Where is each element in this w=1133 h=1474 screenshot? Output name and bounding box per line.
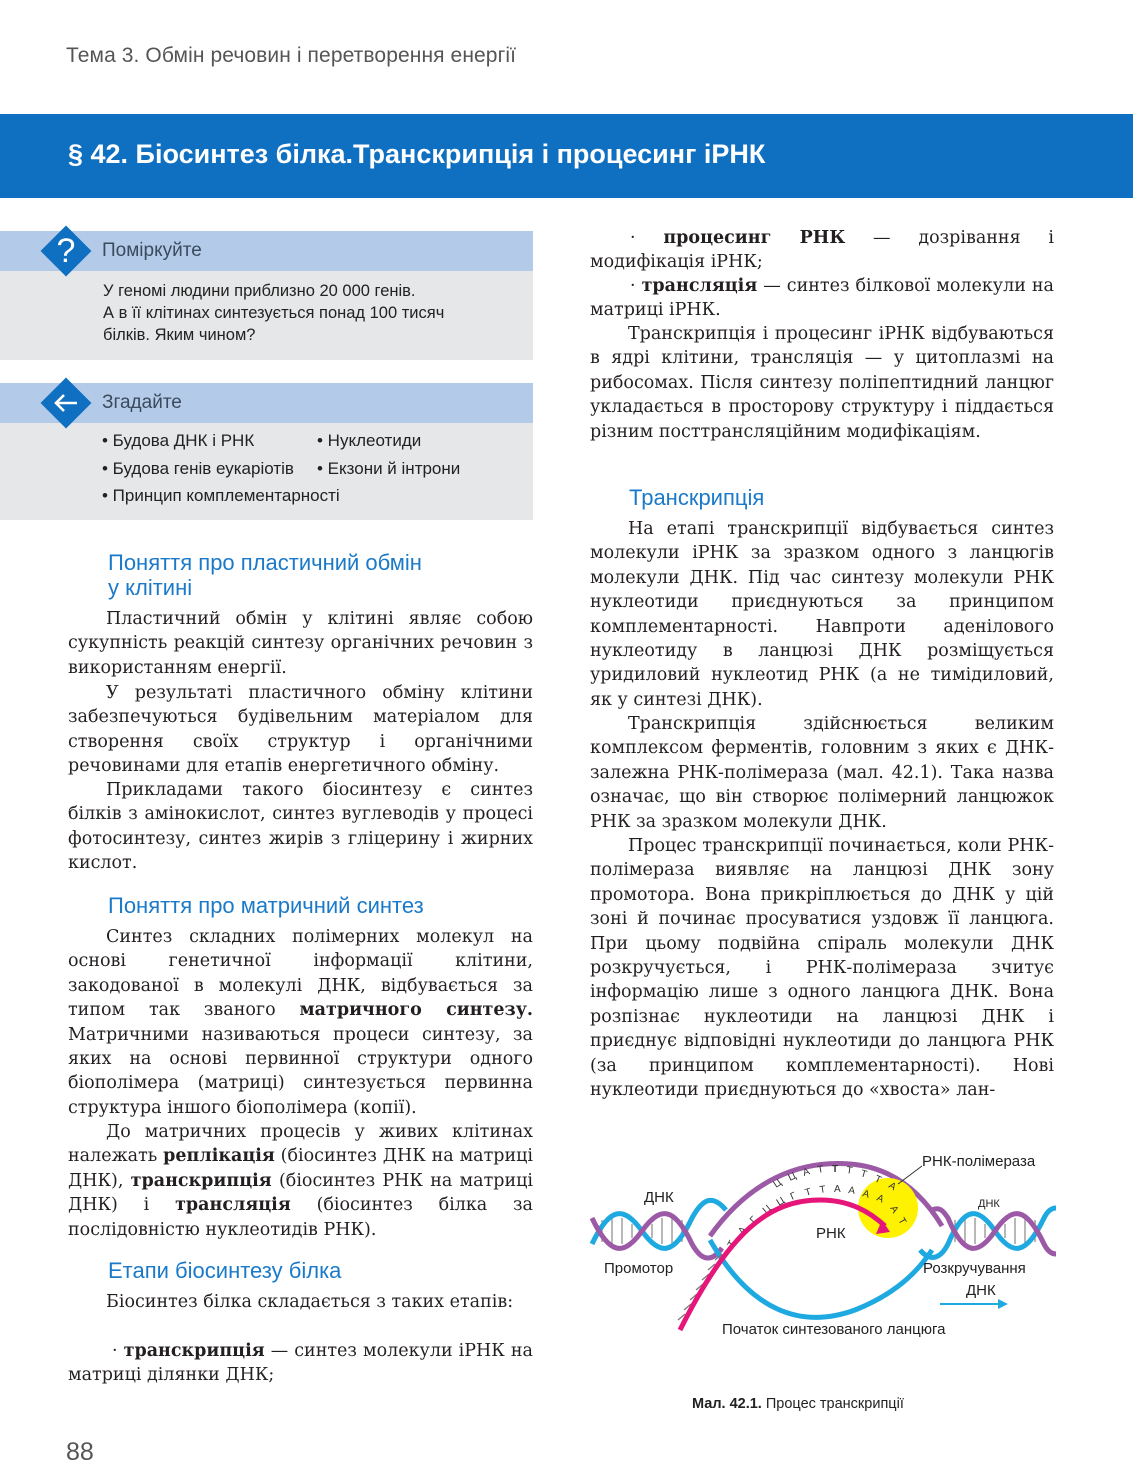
svg-text:Г: Г [748, 1214, 760, 1227]
paragraph: На етапі транскрипції відбувається синтез молекули іРНК за зразком одного з ланцюгів молекули ДНК. Під час синтезу молекули РНК нуклеотиди приєднуються за принципом комплементарності. Навпроти аденілового нуклеотиду в ланцюзі ДНК розміщується уридиловий нуклеотид РНК (а не тимідиловий, як у синтезі ДНК). [590, 519, 1054, 710]
svg-text:А: А [886, 1180, 898, 1194]
svg-text:Ц: Ц [760, 1203, 774, 1217]
paragraph: Транскрипція здійснюється великим комплексом ферментів, головним з яких є ДНК-залежна РНК-полімераза (мал. 42.1). Така назва означає, що він створює полімерний ланцюжок РНК за зразком молекули ДНК. [590, 714, 1054, 832]
section-heading [108, 550, 422, 600]
dna-helix-left [592, 1200, 726, 1258]
recall-box-header [0, 383, 533, 423]
bold-term: транскрипція [123, 1341, 265, 1361]
think-box [0, 231, 533, 360]
recall-item: • Принцип комплементарності [102, 486, 340, 505]
paragraph: · процесинг РНК — дозрівання і модифікація іРНК; [590, 228, 1055, 273]
svg-text:А: А [874, 1192, 886, 1206]
paragraph: Пластичний обмін у клітині являє собою сукупність реакцій синтезу органічних речовин з використанням енергії. [68, 609, 533, 678]
svg-text:А: А [861, 1188, 871, 1201]
svg-text:Т: Т [845, 1165, 854, 1177]
paragraph: Прикладами такого біосинтезу є синтез білків з амінокислот, синтез вуглеводів у процесі фотосинтезу, синтез жирів з гліцерину і жирних кислот. [68, 780, 533, 874]
page-number: 88 [66, 1438, 94, 1466]
svg-text:Т: Т [818, 1184, 827, 1196]
unwinding-arrow [940, 1299, 1008, 1309]
label-dna-right: ДНК [978, 1198, 1000, 1210]
svg-text:Т: Т [859, 1168, 869, 1181]
recall-item: • Нуклеотиди [317, 431, 422, 450]
svg-text:Т: Т [832, 1164, 839, 1175]
dna-template-strand [710, 1240, 932, 1317]
bold-term: трансляція [641, 276, 758, 296]
recall-box-label: Згадайте [102, 392, 182, 413]
recall-box [0, 383, 533, 520]
paragraph: У результаті пластичного обміну клітини забезпечуються будівельним матеріалом для створення своїх структур і органічними речовинами для етапів енергетичного обміну. [68, 683, 533, 777]
recall-item: • Будова генів еукаріотів [102, 459, 294, 478]
dna-helix-right [920, 1208, 1056, 1257]
topic-header: Тема 3. Обмін речовин і перетворення енергії [66, 44, 517, 67]
svg-text:А: А [834, 1184, 841, 1195]
transcription-diagram [580, 1140, 1060, 1380]
think-line: А в її клітинах синтезується понад 100 тисяч [103, 304, 445, 322]
heading-line: Поняття про пластичний обмін [108, 550, 422, 575]
bold-term: реплікація [163, 1146, 275, 1167]
bold-term: транскрипція [130, 1170, 272, 1191]
label-rna: РНК [816, 1225, 846, 1242]
svg-text:Т: Т [725, 1238, 739, 1250]
svg-text:Т: Т [895, 1216, 908, 1227]
label-dna-left: ДНК [644, 1189, 674, 1206]
label-polymerase: РНК-полімераза [922, 1153, 1036, 1170]
svg-text:А: А [887, 1204, 901, 1216]
paragraph: Синтез складних полімерних молекул на основі генетичної інформації клітини, закодованої в молекулі ДНК, відбувається за типом так званого матричного синтезу. Матричними називаються процеси синтезу, за яких на основі первинної структури одного біополімера (матриці) синтезується первинна структура іншого біополімера (копії). [68, 927, 533, 1118]
svg-text:Ц: Ц [771, 1177, 784, 1191]
label-unwinding: Розкручування [923, 1260, 1026, 1277]
paragraph: Транскрипція і процесинг іРНК відбуваються в ядрі клітини, трансляція — у цитоплазмі на рибосомах. Після синтезу поліпептидний ланцюг укладається в просторову структуру і піддається різним посттрансляційним модифікаціям. [590, 324, 1054, 442]
think-line: У геномі людини приблизно 20 000 генів. [103, 282, 416, 300]
question-icon: ? [56, 232, 76, 270]
section-heading: Поняття про матричний синтез [108, 893, 424, 918]
svg-text:Ц: Ц [786, 1170, 798, 1184]
label-chain-start: Початок синтезованого ланцюга [722, 1321, 946, 1338]
think-line: білків. Яким чином? [103, 326, 256, 344]
figure-caption: Мал. 42.1. Процес транскрипції [692, 1396, 904, 1412]
svg-text:А: А [801, 1166, 812, 1179]
svg-text:Т: Т [872, 1173, 883, 1187]
label-unwinding-dna: ДНК [966, 1282, 996, 1299]
recall-item: • Екзони й інтрони [317, 459, 461, 478]
think-box-text [103, 280, 444, 346]
bold-term: трансляція [175, 1195, 291, 1216]
svg-text:А: А [736, 1224, 750, 1237]
polymerase-pointer [898, 1166, 922, 1184]
paragraph: Біосинтез білка складається з таких етапів: [106, 1292, 514, 1312]
label-promoter: Промотор [604, 1260, 674, 1277]
svg-text:Г: Г [788, 1190, 799, 1203]
bold-term: матричного синтезу. [299, 1000, 533, 1021]
think-box-header [0, 231, 533, 271]
think-box-label: Поміркуйте [102, 240, 202, 261]
svg-text:Т: Т [816, 1164, 825, 1176]
paragraph: До матричних процесів у живих клітинах належать реплікація (біосинтез ДНК на матриці ДНК), транскрипція (біосинтез РНК на матриці ДНК) і трансляція (біосинтез білка за послідовністю нуклеотидів РНК). [68, 1122, 534, 1240]
page-title: § 42. Біосинтез білка.Транскрипція і процесинг іРНК [68, 139, 766, 169]
bold-term: процесинг РНК [663, 228, 846, 248]
heading-line: у клітині [108, 575, 193, 600]
arrow-left-icon [48, 385, 84, 421]
section-heading: Транскрипція [629, 485, 765, 510]
svg-text:Т: Т [803, 1186, 813, 1199]
paragraph: · трансляція — синтез білкової молекули на матриці іРНК. [590, 276, 1054, 321]
paragraph: · транскрипція — синтез молекули іРНК на матриці ділянки ДНК; [68, 1341, 533, 1386]
recall-item: • Будова ДНК і РНК [102, 431, 255, 450]
svg-text:А: А [847, 1185, 856, 1197]
paragraph: Процес транскрипції починається, коли РНК-полімераза виявляє на ланцюзі ДНК зону промотора. Вона прикріплюється до ДНК у цій зоні й починає просуватися уздовж її ланцюга. При цьому подвійна спіраль молекули ДНК розкручується, і РНК-полімераза зчитує інформацію лише з одного ланцюга ДНК. Вона розпізнає нуклеотиди на ланцюзі ДНК і приєднує відповідні нуклеотиди до ланцюга РНК (за принципом комплементарності). Нові нуклеотиди приєднуються до «хвоста» лан- [590, 836, 1054, 1101]
section-heading: Етапи біосинтезу білка [108, 1258, 342, 1283]
svg-text:Ц: Ц [774, 1195, 787, 1209]
